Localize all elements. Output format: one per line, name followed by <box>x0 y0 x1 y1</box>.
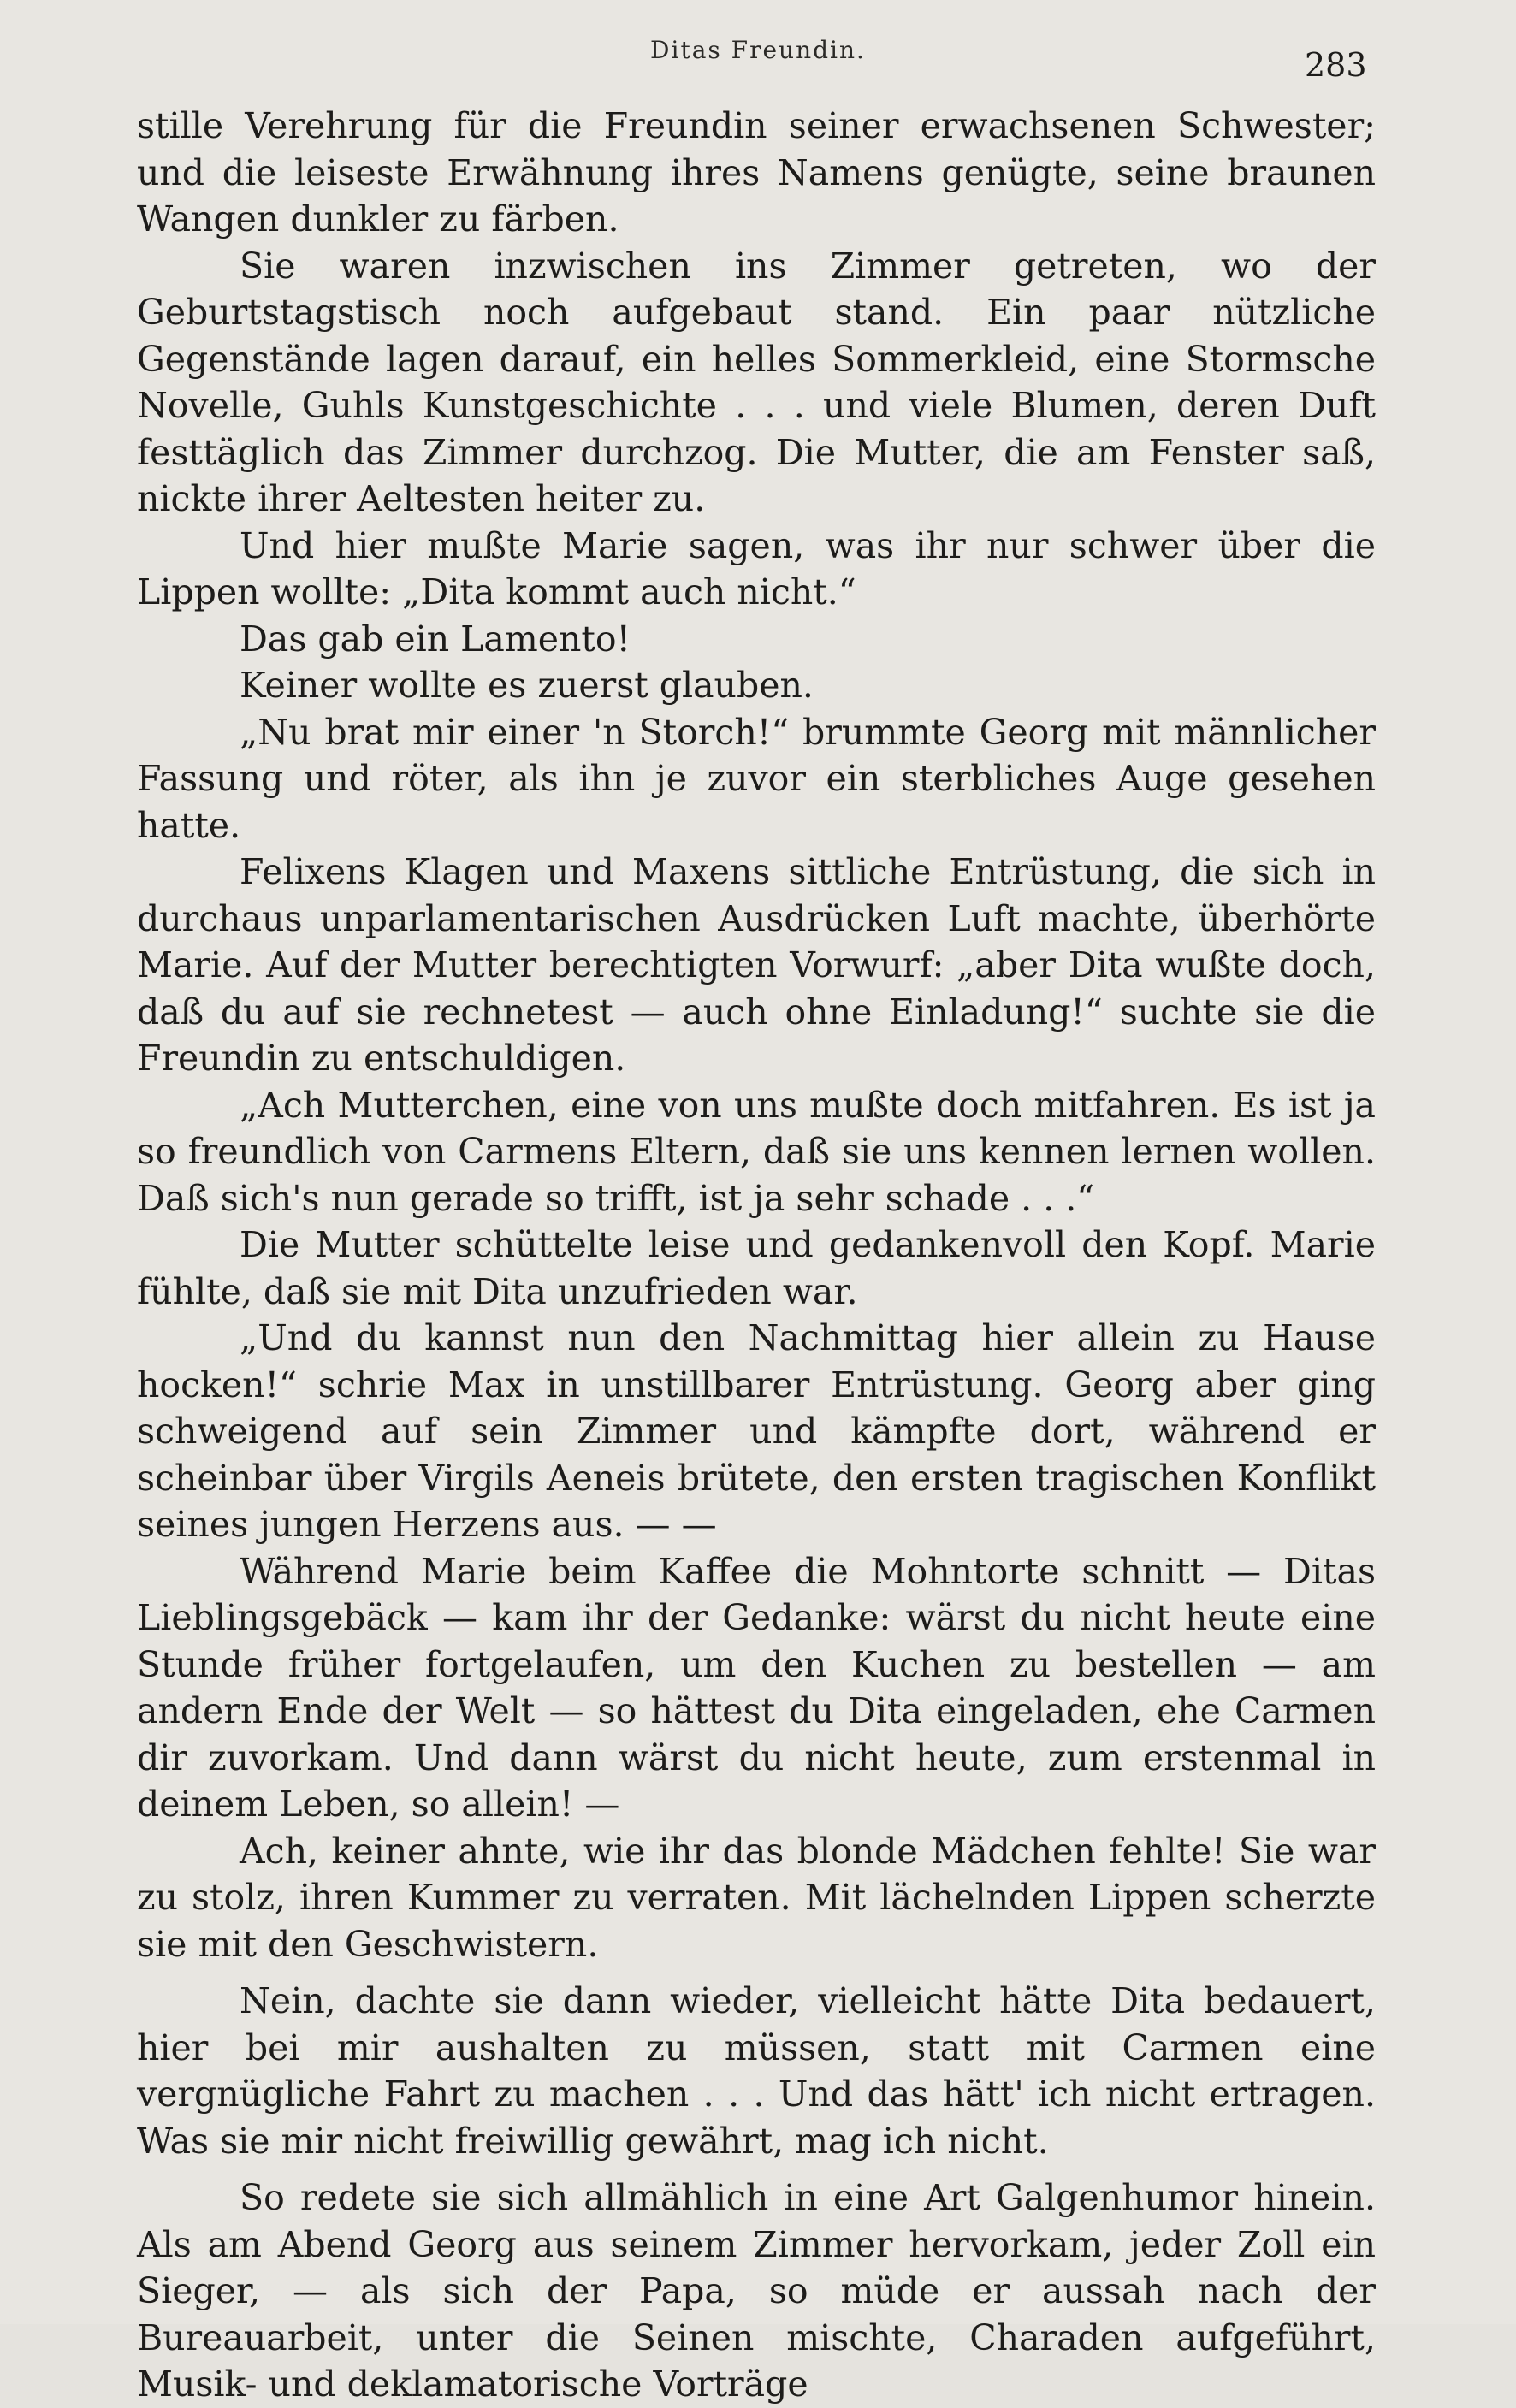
paragraph: Nein, dachte sie dann wieder, vielleicht hätte Dita bedauert, hier bei mir aushalten zu müssen, statt mit Carmen eine vergnügliche Fahrt zu machen . . . Und das hätt' ich nicht ertragen. Was sie mir nicht freiwillig gewährt, mag ich nicht. <box>137 1980 1376 2162</box>
paragraph: Felixens Klagen und Maxens sittliche Entrüstung, die sich in durchaus unparlamentarischen Ausdrücken Luft machte, überhörte Marie. Auf der Mutter berechtigten Vorwurf: „aber Dita wußte doch, daß du auf sie rechnetest — auch ohne Einladung!“ suchte sie die Freundin zu entschuldigen. <box>137 851 1376 1079</box>
paragraph: So redete sie sich allmählich in eine Art Galgenhumor hinein. Als am Abend Georg aus seinem Zimmer hervorkam, jeder Zoll ein Sieger, — als sich der Papa, so müde er aussah nach der Bureauarbeit, unter die Seinen mischte, Charaden aufgeführt, Musik- und deklamatorische Vorträge <box>137 2177 1376 2405</box>
paragraph: stille Verehrung für die Freundin seiner erwachsenen Schwester; und die leiseste Erwähnung ihres Namens genügte, seine braunen Wangen dunkler zu färben. <box>137 105 1376 240</box>
paragraph: Das gab ein Lamento! <box>240 618 631 660</box>
paragraph: „Ach Mutterchen, eine von uns mußte doch mitfahren. Es ist ja so freundlich von Carmens Eltern, daß sie uns kennen lernen wollen. Daß sich's nun gerade so trifft, ist ja sehr schade . . .“ <box>137 1084 1376 1219</box>
running-title: Ditas Freundin. <box>650 36 866 64</box>
paragraph: Während Marie beim Kaffee die Mohntorte schnitt — Ditas Lieblingsgebäck — kam ihr der Gedanke: wärst du nicht heute eine Stunde früher fortgelaufen, um den Kuchen zu bestellen — am andern Ende der Welt — so hättest du Dita eingeladen, ehe Carmen dir zuvorkam. Und dann wärst du nicht heute, zum erstenmal in deinem Leben, so allein! — <box>137 1550 1376 1825</box>
paragraph: Die Mutter schüttelte leise und gedankenvoll den Kopf. Marie fühlte, daß sie mit Dita unzufrieden war. <box>137 1224 1376 1312</box>
paragraph: „Nu brat mir einer 'n Storch!“ brummte Georg mit männlicher Fassung und röter, als ihn je zuvor ein sterbliches Auge gesehen hatte. <box>137 711 1376 846</box>
paragraph: Ach, keiner ahnte, wie ihr das blonde Mädchen fehlte! Sie war zu stolz, ihren Kummer zu verraten. Mit lächelnden Lippen scherzte sie mit den Geschwistern. <box>137 1830 1376 1965</box>
body-text <box>137 103 1376 2408</box>
paragraph: „Und du kannst nun den Nachmittag hier allein zu Hause hocken!“ schrie Max in unstillbarer Entrüstung. Georg aber ging schweigend auf sein Zimmer und kämpfte dort, während er scheinbar über Virgils Aeneis brütete, den ersten tragischen Konflikt seines jungen Herzens aus. — — <box>137 1317 1376 1545</box>
paragraph: Sie waren inzwischen ins Zimmer getreten, wo der Geburtstagstisch noch aufgebaut stand. Ein paar nützliche Gegenstände lagen darauf, ein helles Sommerkleid, eine Stormsche Novelle, Guhls Kunstgeschichte . . . und viele Blumen, deren Duft festtäglich das Zimmer durchzog. Die Mutter, die am Fenster saß, nickte ihrer Aeltesten heiter zu. <box>137 245 1376 519</box>
page-number: 283 <box>1305 46 1367 84</box>
paragraph: Und hier mußte Marie sagen, was ihr nur schwer über die Lippen wollte: „Dita kommt auch nicht.“ <box>137 524 1376 612</box>
paragraph: Keiner wollte es zuerst glauben. <box>240 665 814 706</box>
